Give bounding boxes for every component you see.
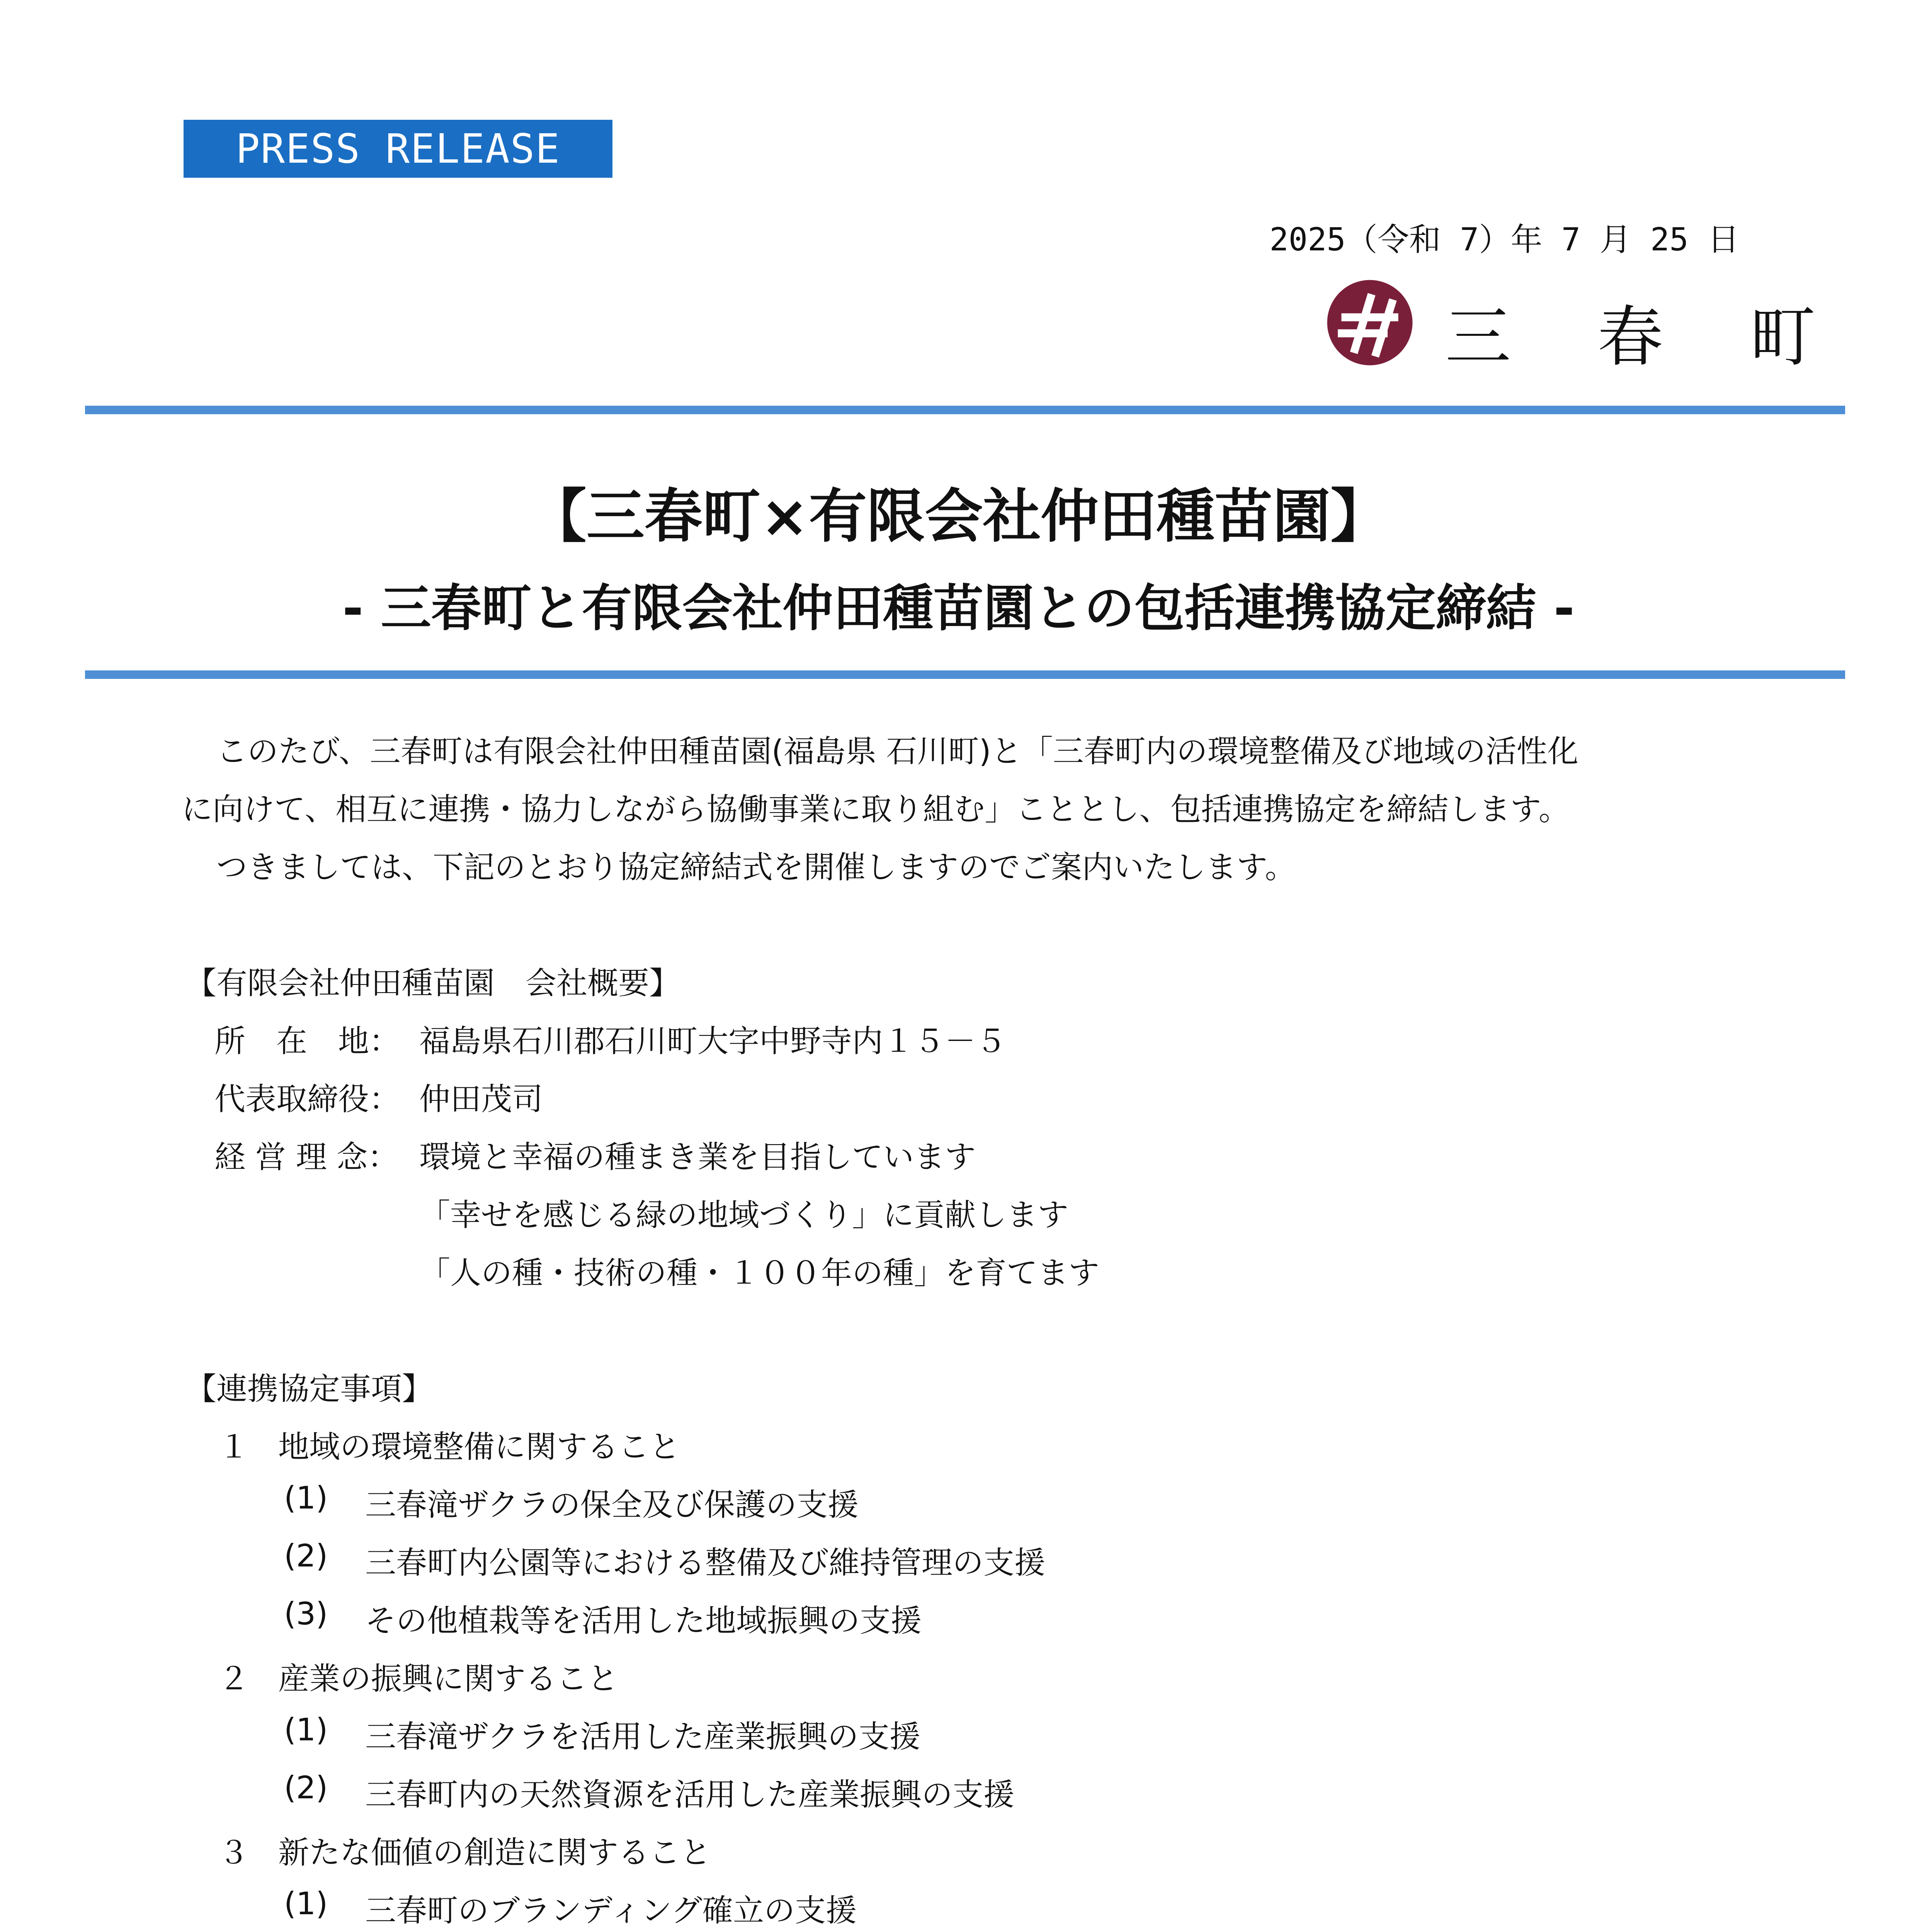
sub-item-number: (1) [284,1712,328,1748]
agreement-item: 新たな価値の創造に関すること [278,1835,711,1871]
sub-item-number: (2) [284,1538,328,1574]
sub-item-number: (1) [284,1480,328,1516]
philosophy-line: 環境と幸福の種まき業を目指しています [419,1139,976,1175]
agreement-sub-item: 三春滝ザクラの保全及び保護の支援 [365,1487,859,1523]
press-release-badge: PRESS RELEASE [184,120,612,178]
town-emblem-icon [1325,278,1414,367]
item-number: ３ [218,1835,249,1871]
intro-line: このたび、三春町は有限会社仲田種苗園(福島県 石川町)と「三春町内の環境整備及び地域の活性化 [216,733,1579,769]
agreement-sub-item: 三春町内の天然資源を活用した産業振興の支援 [365,1777,1014,1813]
address-label: 所 在 地： [214,1023,400,1059]
intro-line: に向けて、相互に連携・協力しながら協働事業に取り組む」こととし、包括連携協定を締結します。 [182,791,1570,827]
page-title: 【三春町×有限会社仲田種苗園】 [528,483,1389,550]
agreement-sub-item: その他植栽等を活用した地域振興の支援 [365,1603,922,1639]
release-date: 2025（令和 7）年 7 月 25 日 [1269,221,1739,258]
item-number: １ [218,1429,249,1465]
title-divider [85,670,1845,679]
agreement-item: 地域の環境整備に関すること [278,1429,680,1465]
philosophy-line: 「幸せを感じる緑の地域づくり」に貢献します [419,1197,1068,1233]
agreement-sub-item: 三春町内公園等における整備及び維持管理の支援 [365,1545,1045,1581]
intro-line: つきましては、下記のとおり協定締結式を開催しますのでご案内いたします。 [216,849,1296,885]
sub-item-number: (2) [284,1770,328,1806]
address-value: 福島県石川郡石川町大字中野寺内１５－５ [419,1023,1007,1059]
agreement-sub-item: 三春滝ザクラを活用した産業振興の支援 [365,1719,920,1755]
page-subtitle: - 三春町と有限会社仲田種苗園との包括連携協定締結 - [342,579,1575,638]
sub-item-number: (1) [284,1886,328,1922]
agreement-sub-item: 三春町のブランディング確立の支援 [365,1893,857,1929]
agreement-item: 産業の振興に関すること [278,1661,618,1697]
philosophy-label: 経 営 理 念： [214,1139,399,1175]
agreement-heading: 【連携協定事項】 [185,1371,433,1407]
philosophy-line: 「人の種・技術の種・１００年の種」を育てます [419,1255,1099,1291]
sub-item-number: (3) [284,1596,328,1632]
town-name: 三 春 町 [1445,299,1849,376]
top-divider [85,406,1845,414]
item-number: ２ [218,1661,249,1697]
company-heading: 【有限会社仲田種苗園 会社概要】 [185,965,680,1001]
representative-value: 仲田茂司 [419,1081,543,1117]
representative-label: 代表取締役： [214,1081,400,1117]
